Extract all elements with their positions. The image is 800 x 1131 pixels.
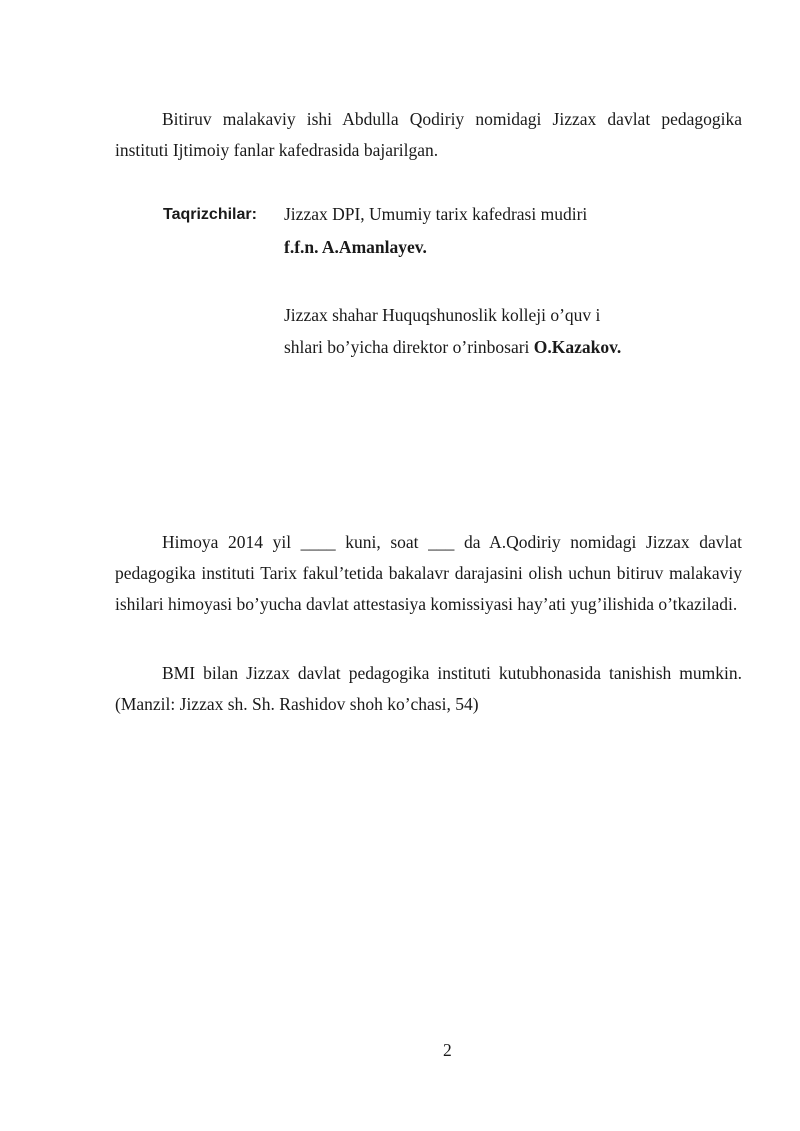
library-paragraph: BMI bilan Jizzax davlat pedagogika instituti kutubhonasida tanishish mumkin. (Manzil: Jizzax sh. Sh. Rashidov shoh ko’chasi, 54) [115, 663, 742, 714]
reviewer-1-name: f.f.n. A.Amanlayev. [284, 237, 427, 257]
reviewer-1-position: Jizzax DPI, Umumiy tarix kafedrasi mudiri [284, 204, 588, 224]
reviewer-2-position-line1: Jizzax shahar Huquqshunoslik kolleji o’quv i [284, 305, 601, 325]
reviewer-2-position-text: shlari bo’yicha direktor o’rinbosari [284, 337, 534, 357]
defense-paragraph: Himoya 2014 yil ____ kuni, soat ___ da A.Qodiriy nomidagi Jizzax davlat pedagogika instituti Tarix fakul’tetida bakalavr darajasini olish uchun bitiruv malakaviy ishilari himoyasi bo’yucha davlat attestasiya komissiyasi hay’ati yug’ilishida o’tkaziladi. [115, 532, 742, 614]
intro-paragraph: Bitiruv malakaviy ishi Abdulla Qodiriy nomidagi Jizzax davlat pedagogika instituti Ijtimoiy fanlar kafedrasida bajarilgan. [115, 109, 742, 160]
page-number: 2 [443, 1040, 452, 1060]
reviewer-2-position-line2 [284, 332, 621, 363]
reviewers-label: Taqrizchilar: [163, 206, 257, 223]
reviewer-2-name: O.Kazakov. [533, 337, 622, 357]
